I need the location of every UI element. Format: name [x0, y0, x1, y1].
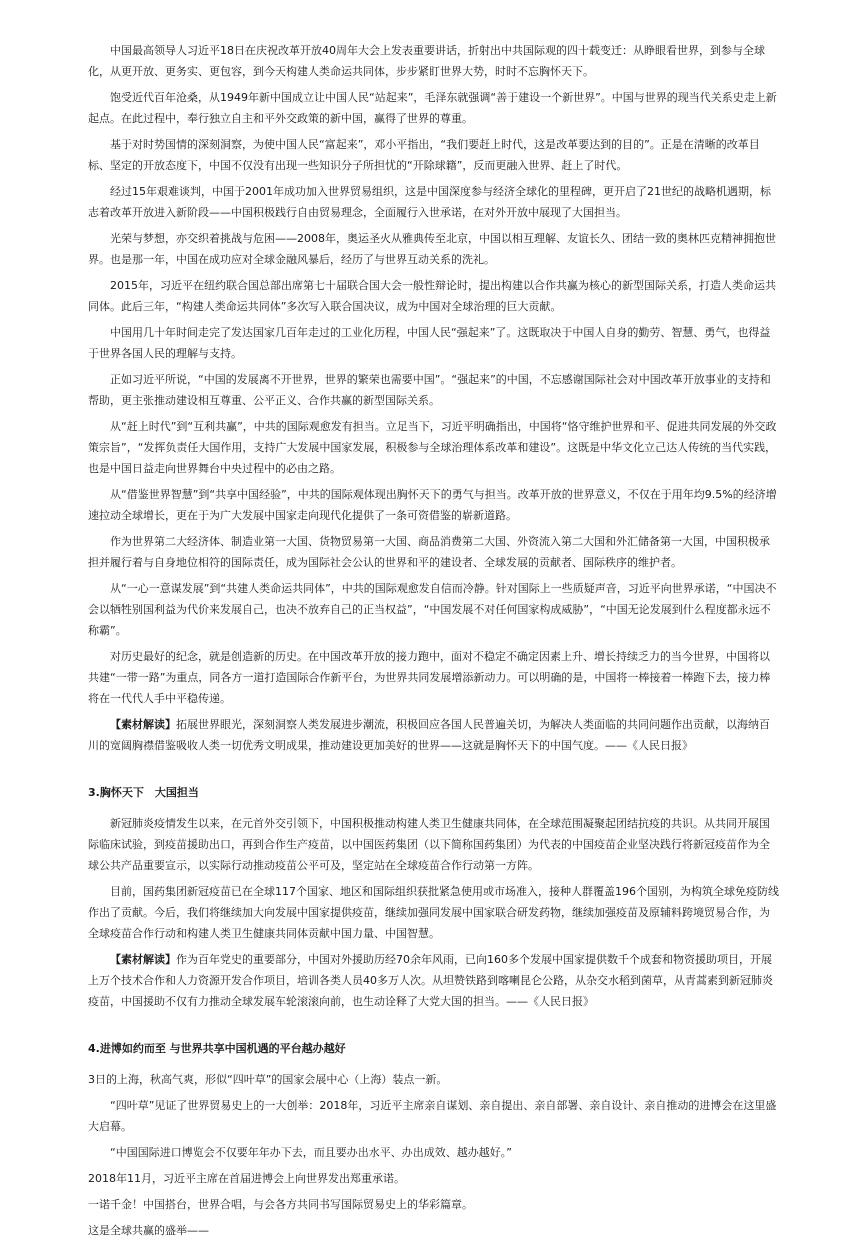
commentary-text: 作为百年党史的重要部分，中国对外援助历经70余年风雨，已向160多个发展中国家提供数千个成套和物资援助项目，开展上万个技术合作和人力资源开发合作项目，培训各类人员40多万人次。从坦赞铁路到喀喇昆仑公路，从杂交水稻到菌草，从青蒿素到新冠肺炎疫苗，中国援助不仅有力推动全球发展车轮滚滚向前，也生动诠释了大党大国的担当。——《人民日报》	[88, 953, 773, 1008]
commentary-label: 【素材解读】	[110, 718, 176, 731]
paragraph: “四叶草”见证了世界贸易史上的一大创举：2018年，习近平主席亲自谋划、亲自提出、亲自部署、亲自设计、亲自推动的进博会在这里盛大启幕。	[88, 1099, 777, 1133]
section-4	[88, 1038, 780, 1241]
paragraph: 新冠肺炎疫情发生以来，在元首外交引领下，中国积极推动构建人类卫生健康共同体，在全球范围凝聚起团结抗疫的共识。从共同开展国际临床试验，到疫苗援助出口，再到合作生产疫苗，以中国医药集团（以下简称国药集团）为代表的中国疫苗企业坚决践行将新冠疫苗作为全球公共产品重要宣示，以实际行动推动疫苗公平可及，坚定站在全球疫苗合作行动第一方阵。	[88, 817, 770, 872]
paragraph: 2015年，习近平在纽约联合国总部出席第七十届联合国大会一般性辩论时，提出构建以合作共赢为核心的新型国际关系，打造人类命运共同体。此后三年，“构建人类命运共同体”多次写入联合国决议，成为中国对全球治理的巨大贡献。	[88, 279, 776, 313]
paragraph: 中国用几十年时间走完了发达国家几百年走过的工业化历程，中国人民“强起来”了。这既取决于中国人自身的勤劳、智慧、勇气，也得益于世界各国人民的理解与支持。	[88, 326, 771, 360]
commentary	[88, 714, 780, 756]
paragraph: 正如习近平所说，“中国的发展离不开世界，世界的繁荣也需要中国”。“强起来”的中国，不忘感谢国际社会对中国改革开放事业的支持和帮助，更主张推动建设相互尊重、公平正义、合作共赢的新型国际关系。	[88, 373, 771, 407]
paragraph: 对历史最好的纪念，就是创造新的历史。在中国改革开放的接力跑中，面对不稳定不确定因素上升、增长持续乏力的当今世界，中国将以共建“一带一路”为重点，同各方一道打造国际合作新平台，为世界共同发展增添新动力。可以明确的是，中国将一棒接着一棒跑下去，接力棒将在一代代人手中平稳传递。	[88, 650, 771, 705]
paragraph: 从“一心一意谋发展”到“共建人类命运共同体”，中共的国际观愈发自信而冷静。针对国际上一些质疑声音，习近平向世界承诺，“中国决不会以牺牲别国利益为代价来发展自己，也决不放弃自己的正当权益”，“中国发展不对任何国家构成威胁”，“中国无论发展到什么程度都永远不称霸”。	[88, 582, 777, 637]
paragraph: 光荣与梦想，亦交织着挑战与危困——2008年，奥运圣火从雅典传至北京，中国以相互理解、友谊长久、团结一致的奥林匹克精神拥抱世界。也是那一年，中国在成功应对全球金融风暴后，经历了与世界互动关系的洗礼。	[88, 232, 776, 266]
paragraph: 从“借鉴世界智慧”到“共享中国经验”，中共的国际观体现出胸怀天下的勇气与担当。改革开放的世界意义，不仅在于用年均9.5%的经济增速拉动全球增长，更在于为广大发展中国家走向现代化提供了一条可资借鉴的崭新道路。	[88, 488, 777, 522]
paragraph: 饱受近代百年沧桑，从1949年新中国成立让中国人民“站起来”，毛泽东就强调“善于建设一个新世界”。中国与世界的现当代关系史走上新起点。在此过程中，奉行独立自主和平外交政策的新中国，赢得了世界的尊重。	[88, 91, 777, 125]
paragraph: 经过15年艰难谈判，中国于2001年成功加入世界贸易组织，这是中国深度参与经济全球化的里程碑，更开启了21世纪的战略机遇期，标志着改革开放进入新阶段——中国积极践行自由贸易理念，全面履行入世承诺，在对外开放中展现了大国担当。	[88, 185, 771, 219]
paragraph: 这是全球共赢的盛举——	[88, 1224, 209, 1237]
commentary	[88, 949, 780, 1012]
paragraph: “中国国际进口博览会不仅要年年办下去，而且要办出水平、办出成效、越办越好。”	[110, 1146, 512, 1159]
paragraph: 一诺千金！中国搭台，世界合唱，与会各方共同书写国际贸易史上的华彩篇章。	[88, 1198, 473, 1211]
paragraph: 中国最高领导人习近平18日在庆祝改革开放40周年大会上发表重要讲话，折射出中共国际观的四十载变迁：从睁眼看世界，到参与全球化，从更开放、更务实、更包容，到今天构建人类命运共同体，步步紧盯世界大势，时时不忘胸怀天下。	[88, 44, 765, 78]
paragraph: 目前，国药集团新冠疫苗已在全球117个国家、地区和国际组织获批紧急使用或市场准入，接种人群覆盖196个国别，为构筑全球免疫防线作出了贡献。今后，我们将继续加大向发展中国家提供疫苗，继续加强同发展中国家联合研发药物，继续加强疫苗及原辅料跨境贸易合作，为全球疫苗合作行动和构建人类卫生健康共同体贡献中国力量、中国智慧。	[88, 885, 779, 940]
article-body	[88, 40, 780, 756]
paragraph: 3日的上海，秋高气爽，形似“四叶草”的国家会展中心（上海）装点一新。	[88, 1073, 448, 1086]
section-heading: 4.进博如约而至 与世界共享中国机遇的平台越办越好	[88, 1042, 346, 1055]
commentary-text: 拓展世界眼光，深刻洞察人类发展进步潮流，积极回应各国人民普遍关切，为解决人类面临的共同问题作出贡献，以海纳百川的宽阔胸襟借鉴吸收人类一切优秀文明成果，推动建设更加美好的世界——这就是胸怀天下的中国气度。——《人民日报》	[88, 718, 770, 752]
paragraph: 2018年11月，习近平主席在首届进博会上向世界发出郑重承诺。	[88, 1172, 405, 1185]
section-3	[88, 782, 780, 1012]
commentary-label: 【素材解读】	[110, 953, 176, 966]
paragraph: 从“赶上时代”到“互利共赢”，中共的国际观愈发有担当。立足当下，习近平明确指出，中国将“恪守维护世界和平、促进共同发展的外交政策宗旨”，“发挥负责任大国作用，支持广大发展中国家发展，积极参与全球治理体系改革和建设”。这既是中华文化立己达人传统的当代实践，也是中国日益走向世界舞台中央过程中的必由之路。	[88, 420, 777, 475]
paragraph: 作为世界第二大经济体、制造业第一大国、货物贸易第一大国、商品消费第二大国、外资流入第二大国和外汇储备第一大国，中国积极承担并履行着与自身地位相符的国际责任，成为国际社会公认的世界和平的建设者、全球发展的贡献者、国际秩序的维护者。	[88, 535, 770, 569]
section-heading: 3.胸怀天下 大国担当	[88, 786, 199, 799]
paragraph: 基于对时势国情的深刻洞察，为使中国人民“富起来”，邓小平指出，“我们要赶上时代，这是改革要达到的目的”。正是在清晰的改革目标、坚定的开放态度下，中国不仅没有出现一些知识分子所担忧的“开除球籍”，反而更融入世界、赶上了时代。	[88, 138, 760, 172]
